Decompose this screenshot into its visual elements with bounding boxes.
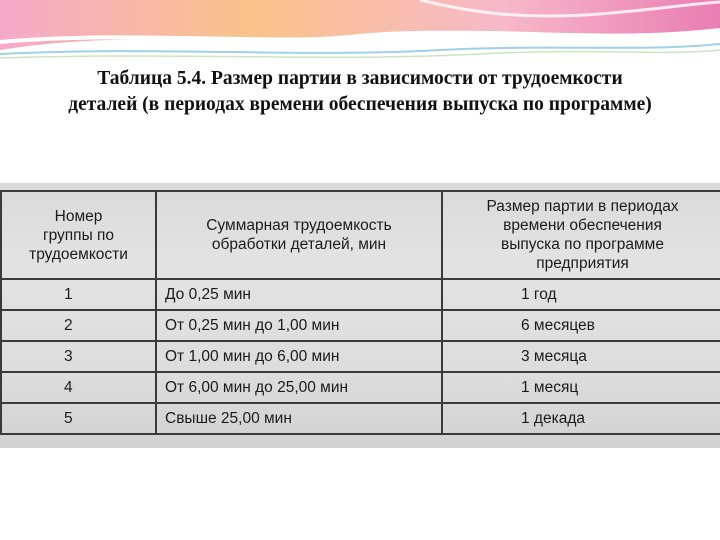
header-labor-intensity: Суммарная трудоемкость обработки деталей, мин <box>156 191 442 279</box>
cell-group: 4 <box>1 372 156 403</box>
title-line-2: деталей (в периодах времени обеспечения выпуска по программе) <box>68 94 652 115</box>
table-row <box>1 403 720 434</box>
title-line-1: Таблица 5.4. Размер партии в зависимости от трудоемкости <box>97 68 623 89</box>
table-row <box>1 341 720 372</box>
table-row <box>1 372 720 403</box>
cell-batch: 6 месяцев <box>442 310 720 341</box>
cell-batch: 1 месяц <box>442 372 720 403</box>
cell-intensity: От 6,00 мин до 25,00 мин <box>156 372 442 403</box>
header-batch-size: Размер партии в периодах времени обеспечения выпуска по программе предприятия <box>442 191 720 279</box>
cell-group: 1 <box>1 279 156 310</box>
table-row <box>1 310 720 341</box>
cell-batch: 1 год <box>442 279 720 310</box>
decorative-banner <box>0 0 720 62</box>
batch-size-table <box>0 190 720 435</box>
cell-intensity: От 1,00 мин до 6,00 мин <box>156 341 442 372</box>
cell-intensity: Свыше 25,00 мин <box>156 403 442 434</box>
scanned-table-image <box>0 183 720 448</box>
cell-group: 2 <box>1 310 156 341</box>
table-header-row <box>1 191 720 279</box>
slide-title <box>0 66 720 118</box>
table-row <box>1 279 720 310</box>
header-group-number: Номер группы по трудоемкости <box>1 191 156 279</box>
cell-intensity: От 0,25 мин до 1,00 мин <box>156 310 442 341</box>
cell-batch: 1 декада <box>442 403 720 434</box>
cell-intensity: До 0,25 мин <box>156 279 442 310</box>
cell-group: 5 <box>1 403 156 434</box>
cell-group: 3 <box>1 341 156 372</box>
cell-batch: 3 месяца <box>442 341 720 372</box>
